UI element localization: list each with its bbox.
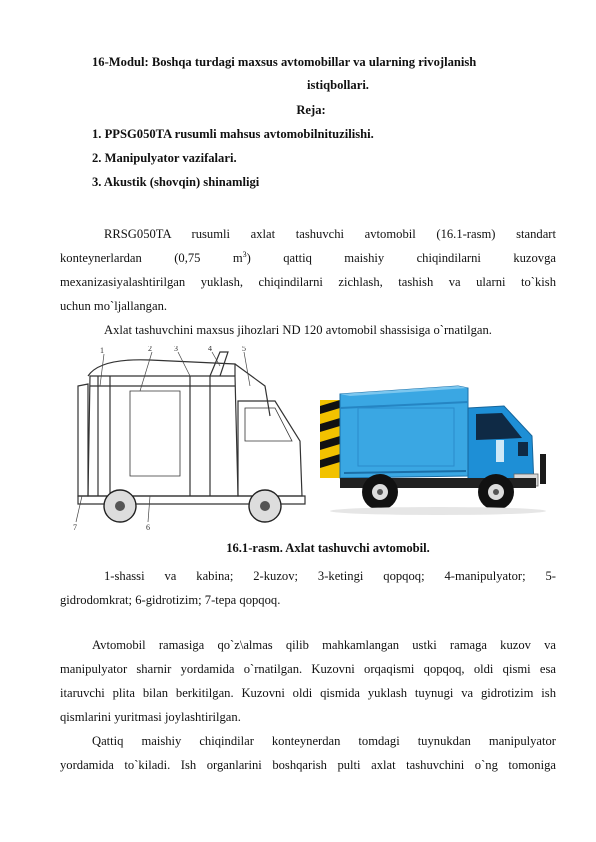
para1-line2-sup: 3 xyxy=(242,249,247,259)
legend-line2: gidrodomkrat; 6-gidrotizim; 7-tepa qopqoq. xyxy=(60,593,281,607)
para4-line1: Qattiq maishiy chiqindilar konteynerdan tomdagi tuynukdan manipulyator xyxy=(92,734,556,748)
para3-line2: manipulyator sharnir yordamida o`rnatilgan. Kuzovni orqaqismi qopqoq, oldi qismi esa xyxy=(60,662,556,676)
para4-line2: yordamida to`kiladi. Ish organlarini boshqarish pulti axlat tashuvchini o`ng tomoniga xyxy=(60,758,556,772)
para1-line2-b: ) qattiq maishiy chiqindilarni kuzovga xyxy=(246,251,556,265)
callout-3: 3 xyxy=(174,346,178,353)
para1-line2 xyxy=(60,250,556,266)
para1-line1: RRSG050TA rusumli axlat tashuvchi avtomobil (16.1-rasm) standart xyxy=(104,227,556,241)
callout-6: 6 xyxy=(146,523,150,531)
para1-line2-a: konteynerlardan (0,75 m xyxy=(60,251,243,265)
callout-7: 7 xyxy=(73,523,77,531)
callout-4: 4 xyxy=(208,346,212,353)
para2-line: Axlat tashuvchini maxsus jihozlari ND 120 avtomobil shassisiga o`rnatilgan. xyxy=(104,323,492,337)
garbage-truck-photo xyxy=(318,378,550,516)
module-title-line1: 16-Modul: Boshqa turdagi maxsus avtomobillar va ularning rivojlanish xyxy=(92,55,477,69)
callout-5: 5 xyxy=(242,346,246,353)
figure-caption: 16.1-rasm. Axlat tashuvchi avtomobil. xyxy=(226,541,430,555)
plan-item-3: 3. Akustik (shovqin) shinamligi xyxy=(92,175,260,189)
plan-item-2: 2. Manipulyator vazifalari. xyxy=(92,151,237,165)
legend-line1: 1-shassi va kabina; 2-kuzov; 3-ketingi qopqoq; 4-manipulyator; 5- xyxy=(104,569,556,583)
callout-1: 1 xyxy=(100,346,104,355)
para1-line4: uchun mo`ljallangan. xyxy=(60,299,168,313)
garbage-truck-diagram xyxy=(70,346,320,531)
callout-2: 2 xyxy=(148,346,152,353)
para3-line1: Avtomobil ramasiga qo`z\almas qilib mahkamlangan ustki ramaga kuzov va xyxy=(92,638,556,652)
module-title-line2: istiqbollari. xyxy=(307,78,369,92)
para3-line4: qismlarini yuritmasi joylashtirilgan. xyxy=(60,710,241,724)
para1-line3: mexanizasiyalashtirilgan yuklash, chiqindilarni zichlash, tashish va ularni to`kish xyxy=(60,275,556,289)
para3-line3: itaruvchi plita bilan berkitilgan. Kuzovni oldi qismida yuklash tuynugi va gidrotizim ish xyxy=(60,686,556,700)
plan-heading: Reja: xyxy=(296,103,326,117)
plan-item-1: 1. PPSG050TA rusumli mahsus avtomobilnituzilishi. xyxy=(92,127,374,141)
